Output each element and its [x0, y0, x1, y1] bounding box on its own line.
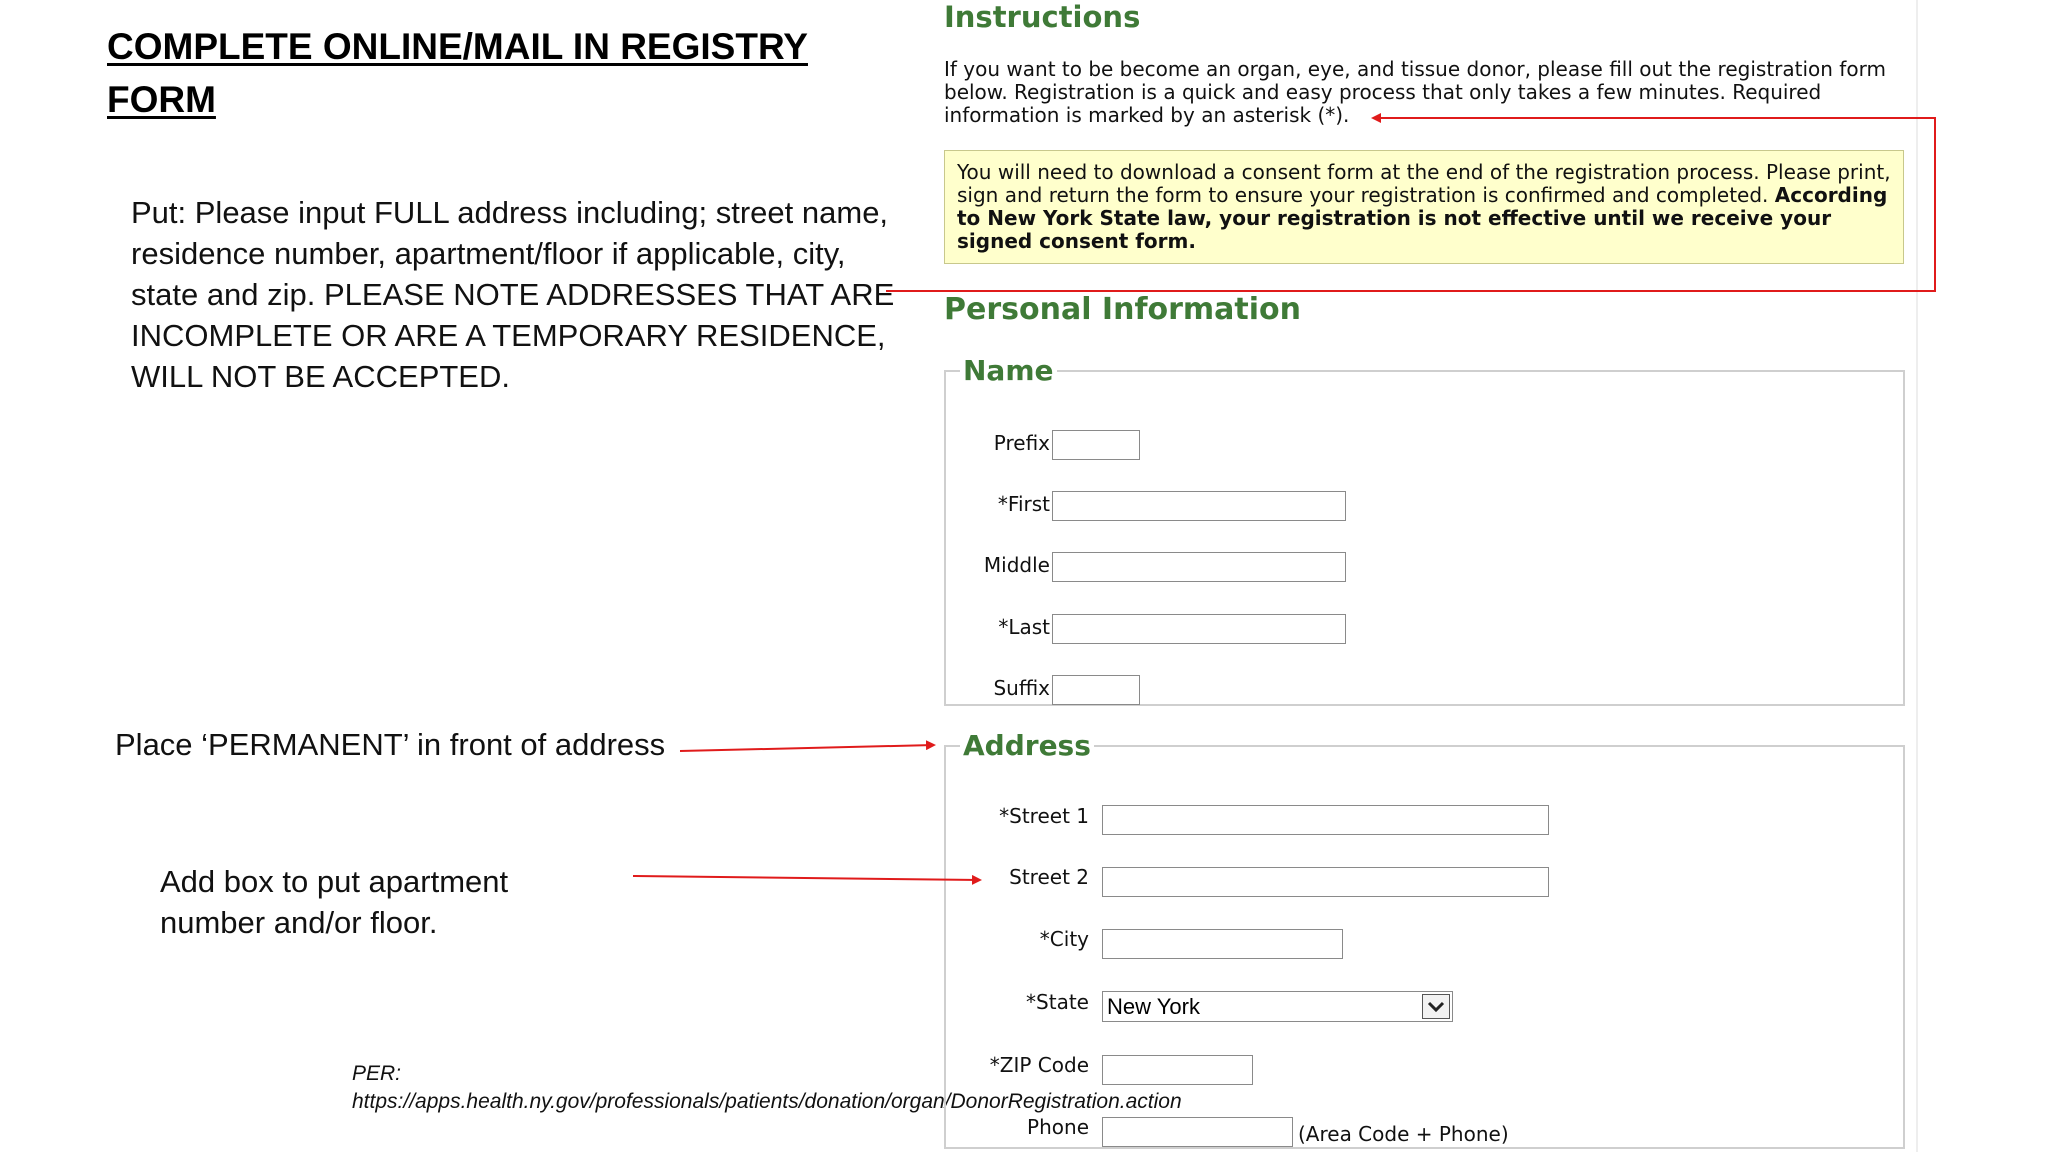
- state-selected-value: New York: [1107, 994, 1200, 1019]
- address-legend: Address: [963, 729, 1091, 762]
- slide-title: COMPLETE ONLINE/MAIL IN REGISTRY FORM: [107, 26, 808, 120]
- instructions-text: If you want to be become an organ, eye, and tissue donor, please fill out the registration form below. Registration is a quick and easy process that only takes a few minutes. Required information is marked by an asterisk (*).: [944, 57, 1886, 127]
- street2-label: Street 2: [1009, 865, 1089, 889]
- name-legend: Name: [963, 354, 1054, 387]
- city-label: *City: [1039, 927, 1089, 951]
- apartment-instruction-note: Add box to put apartment number and/or floor.: [160, 864, 509, 940]
- zip-label: *ZIP Code: [989, 1053, 1089, 1077]
- phone-format-hint: (Area Code + Phone): [1298, 1122, 1509, 1146]
- last-name-label: *Last: [998, 615, 1050, 639]
- middle-name-label: Middle: [983, 553, 1050, 577]
- apartment-callout-arrow: [633, 876, 980, 880]
- address-instruction-note: Put: Please input FULL address including; street name, residence number, apartment/floor if applicable, city, state and zip. PLEASE NOTE ADDRESSES THAT ARE INCOMPLETE OR ARE A TEMPORARY RESIDENCE, WILL NOT BE ACCEPTED.: [131, 195, 895, 394]
- suffix-label: Suffix: [993, 676, 1050, 700]
- personal-information-heading: Personal Information: [944, 292, 1301, 327]
- instructions-heading: Instructions: [944, 0, 1141, 34]
- permanent-instruction-note: Place ‘PERMANENT’ in front of address: [115, 727, 666, 762]
- consent-notice-text: You will need to download a consent form at the end of the registration process. Please print, sign and return the form to ensure your registration is confirmed and completed.: [957, 160, 1891, 207]
- phone-label: Phone: [1027, 1115, 1089, 1139]
- permanent-callout-arrow: [680, 745, 934, 751]
- prefix-label: Prefix: [993, 431, 1050, 455]
- street1-label: *Street 1: [999, 804, 1089, 828]
- asterisk-callout-arrow: [886, 118, 1935, 291]
- consent-notice-legal-text: According to New York State law, your registration is not effective until we receive your signed consent form.: [957, 183, 1888, 253]
- first-name-label: *First: [997, 492, 1050, 516]
- state-label: *State: [1026, 990, 1089, 1014]
- source-citation: PER: https://apps.health.ny.gov/professionals/patients/donation/organ/DonorRegistration.action: [352, 1062, 1182, 1113]
